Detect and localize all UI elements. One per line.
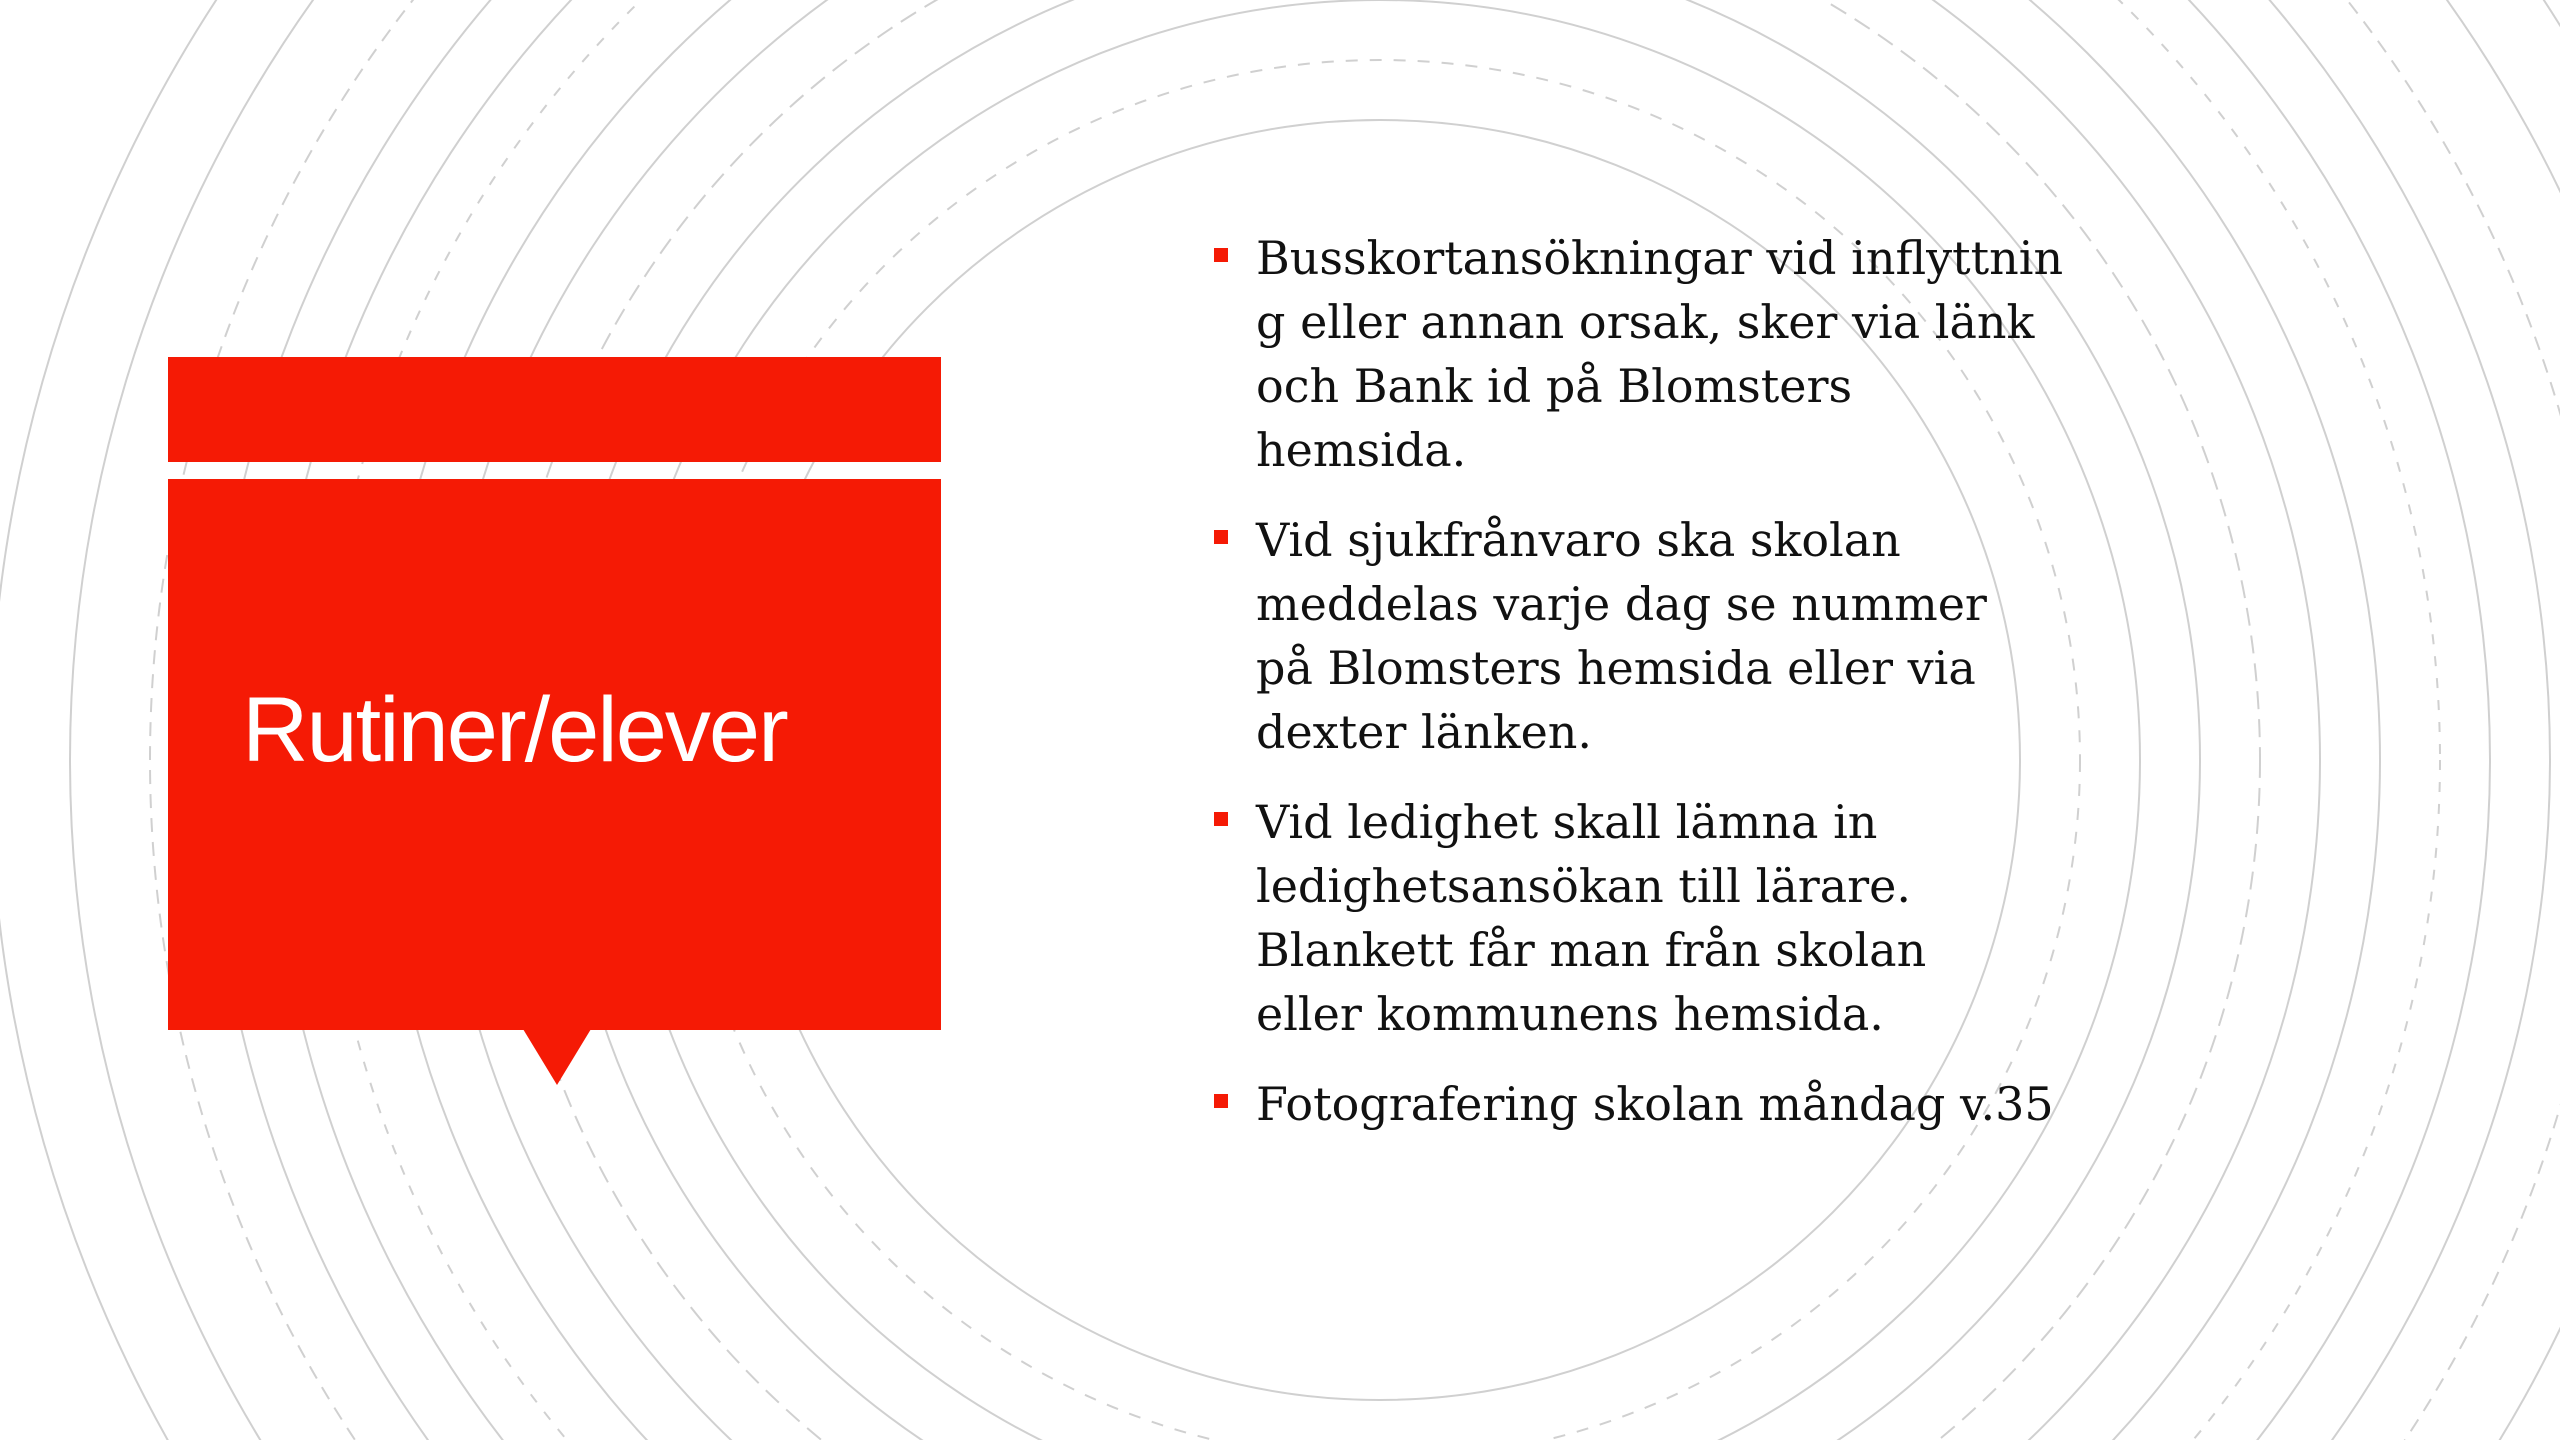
bullet-line: Fotografering skolan måndag v.35 [1256, 1077, 2054, 1131]
bullet-line: Vid ledighet skall lämna in [1256, 795, 1878, 849]
bullet-line: hemsida. [1256, 423, 1467, 477]
red-square-bullet-icon [1214, 812, 1228, 826]
bullet-line: eller kommunens hemsida. [1256, 987, 1884, 1041]
bullet-line: Vid sjukfrånvaro ska skolan [1256, 513, 1901, 567]
bullet-list [1210, 226, 2130, 1162]
red-square-bullet-icon [1214, 248, 1228, 262]
bullet-line: dexter länken. [1256, 705, 1593, 759]
bullet-item [1210, 226, 2130, 482]
bullet-item [1210, 1072, 2130, 1136]
bullet-line: Busskortansökningar vid inflyttnin [1256, 231, 2064, 285]
bullet-line: Blankett får man från skolan [1256, 923, 1927, 977]
bullet-item [1210, 508, 2130, 764]
bullet-line: ledighetsansökan till lärare. [1256, 859, 1912, 913]
red-square-bullet-icon [1214, 1094, 1228, 1108]
callout-pointer [523, 1029, 591, 1085]
bullet-line: på Blomsters hemsida eller via [1256, 641, 1976, 695]
slide-title: Rutiner/elever [242, 679, 787, 781]
red-square-bullet-icon [1214, 530, 1228, 544]
title-accent-bar [168, 357, 941, 462]
bullet-line: meddelas varje dag se nummer [1256, 577, 1987, 631]
bullet-item [1210, 790, 2130, 1046]
bullet-line: och Bank id på Blomsters [1256, 359, 1853, 413]
bullet-line: g eller annan orsak, sker via länk [1256, 295, 2035, 349]
